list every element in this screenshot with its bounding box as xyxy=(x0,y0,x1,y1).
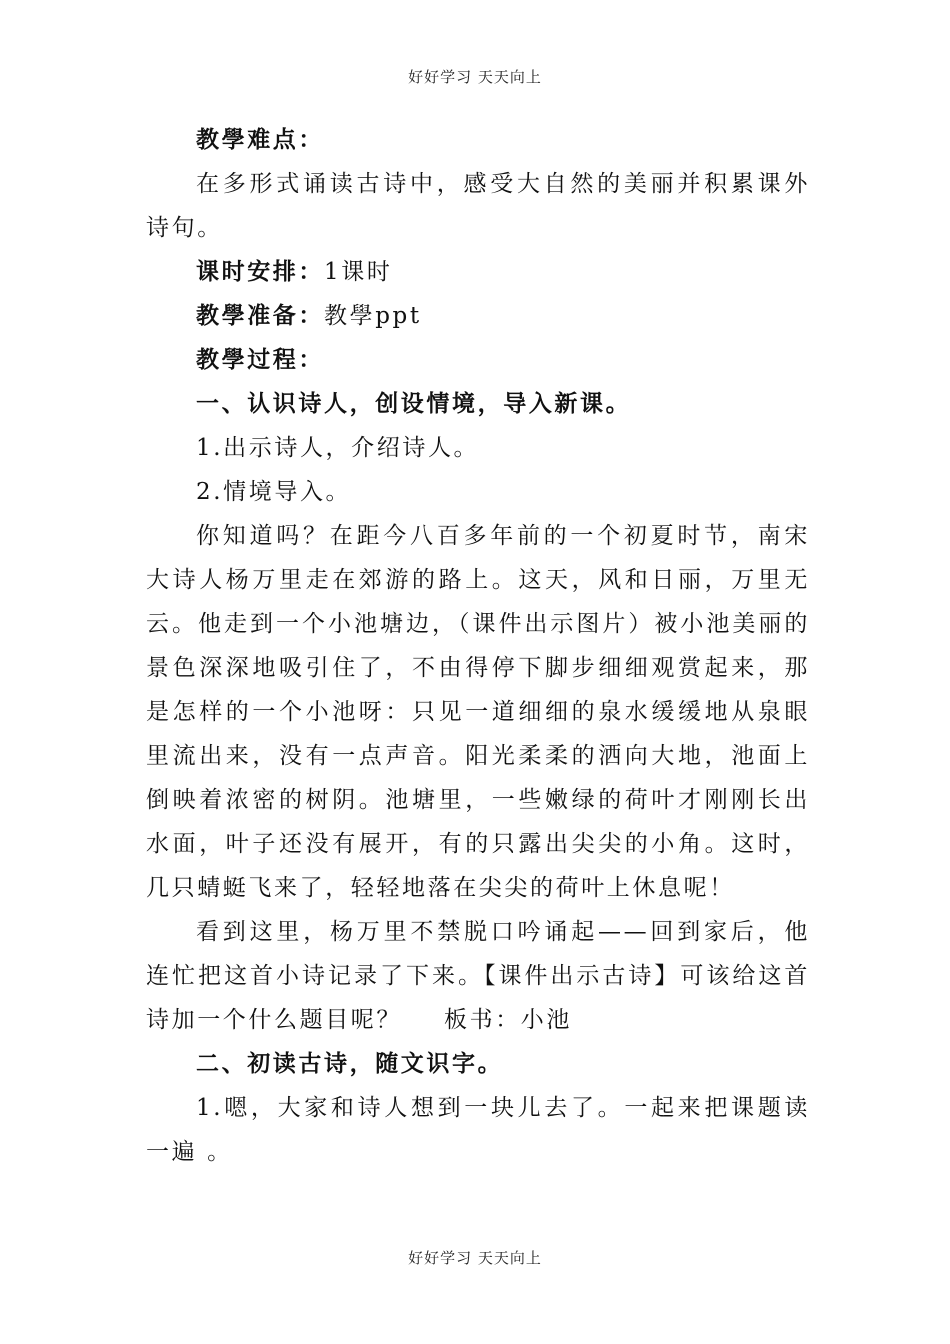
schedule-value: 1课时 xyxy=(324,259,393,285)
prep-value: 教學ppt xyxy=(324,303,422,329)
board-note: 板书：小池 xyxy=(444,1007,572,1033)
step-2: 2.情境导入。 xyxy=(196,479,352,505)
prep-label: 教學准备： xyxy=(196,302,324,329)
process-heading: 教學过程： xyxy=(196,346,324,373)
page-header: 好好学习 天天向上 xyxy=(408,68,542,86)
page-footer: 好好学习 天天向上 xyxy=(408,1249,542,1267)
recite-paragraph xyxy=(146,910,810,1042)
schedule-line xyxy=(146,250,810,294)
prep-line xyxy=(146,294,810,338)
difficulty-heading: 教學难点： xyxy=(196,126,324,153)
recite-text: 看到这里，杨万里不禁脱口吟诵起——回到家后，他连忙把这首小诗记录了下来。【课件出示古诗】可该给这首诗加一个什么题目呢？ xyxy=(146,919,810,1033)
story-paragraph: 你知道吗？在距今八百多年前的一个初夏时节，南宋大诗人杨万里走在郊游的路上。这天，风和日丽，万里无云。他走到一个小池塘边，（课件出示图片）被小池美丽的景色深深地吸引住了，不由得停下脚步细细观赏起来，那是怎样的一个小池呀：只见一道细细的泉水缓缓地从泉眼里流出来，没有一点声音。阳光柔柔的洒向大地，池面上倒映着浓密的树阴。池塘里，一些嫩绿的荷叶才刚刚长出水面，叶子还没有展开，有的只露出尖尖的小角。这时，几只蜻蜓飞来了，轻轻地落在尖尖的荷叶上休息呢！ xyxy=(146,523,810,901)
difficulty-text: 在多形式诵读古诗中，感受大自然的美丽并积累课外诗句。 xyxy=(146,171,810,241)
document-body xyxy=(146,118,810,1174)
step-3: 1.嗯，大家和诗人想到一块儿去了。一起来把课题读一遍 。 xyxy=(146,1095,810,1165)
step-1: 1.出示诗人，介绍诗人。 xyxy=(196,435,480,461)
part1-heading: 一、认识诗人，创设情境，导入新课。 xyxy=(196,390,632,417)
part2-heading: 二、初读古诗，随文识字。 xyxy=(196,1050,504,1077)
schedule-label: 课时安排： xyxy=(196,258,324,285)
